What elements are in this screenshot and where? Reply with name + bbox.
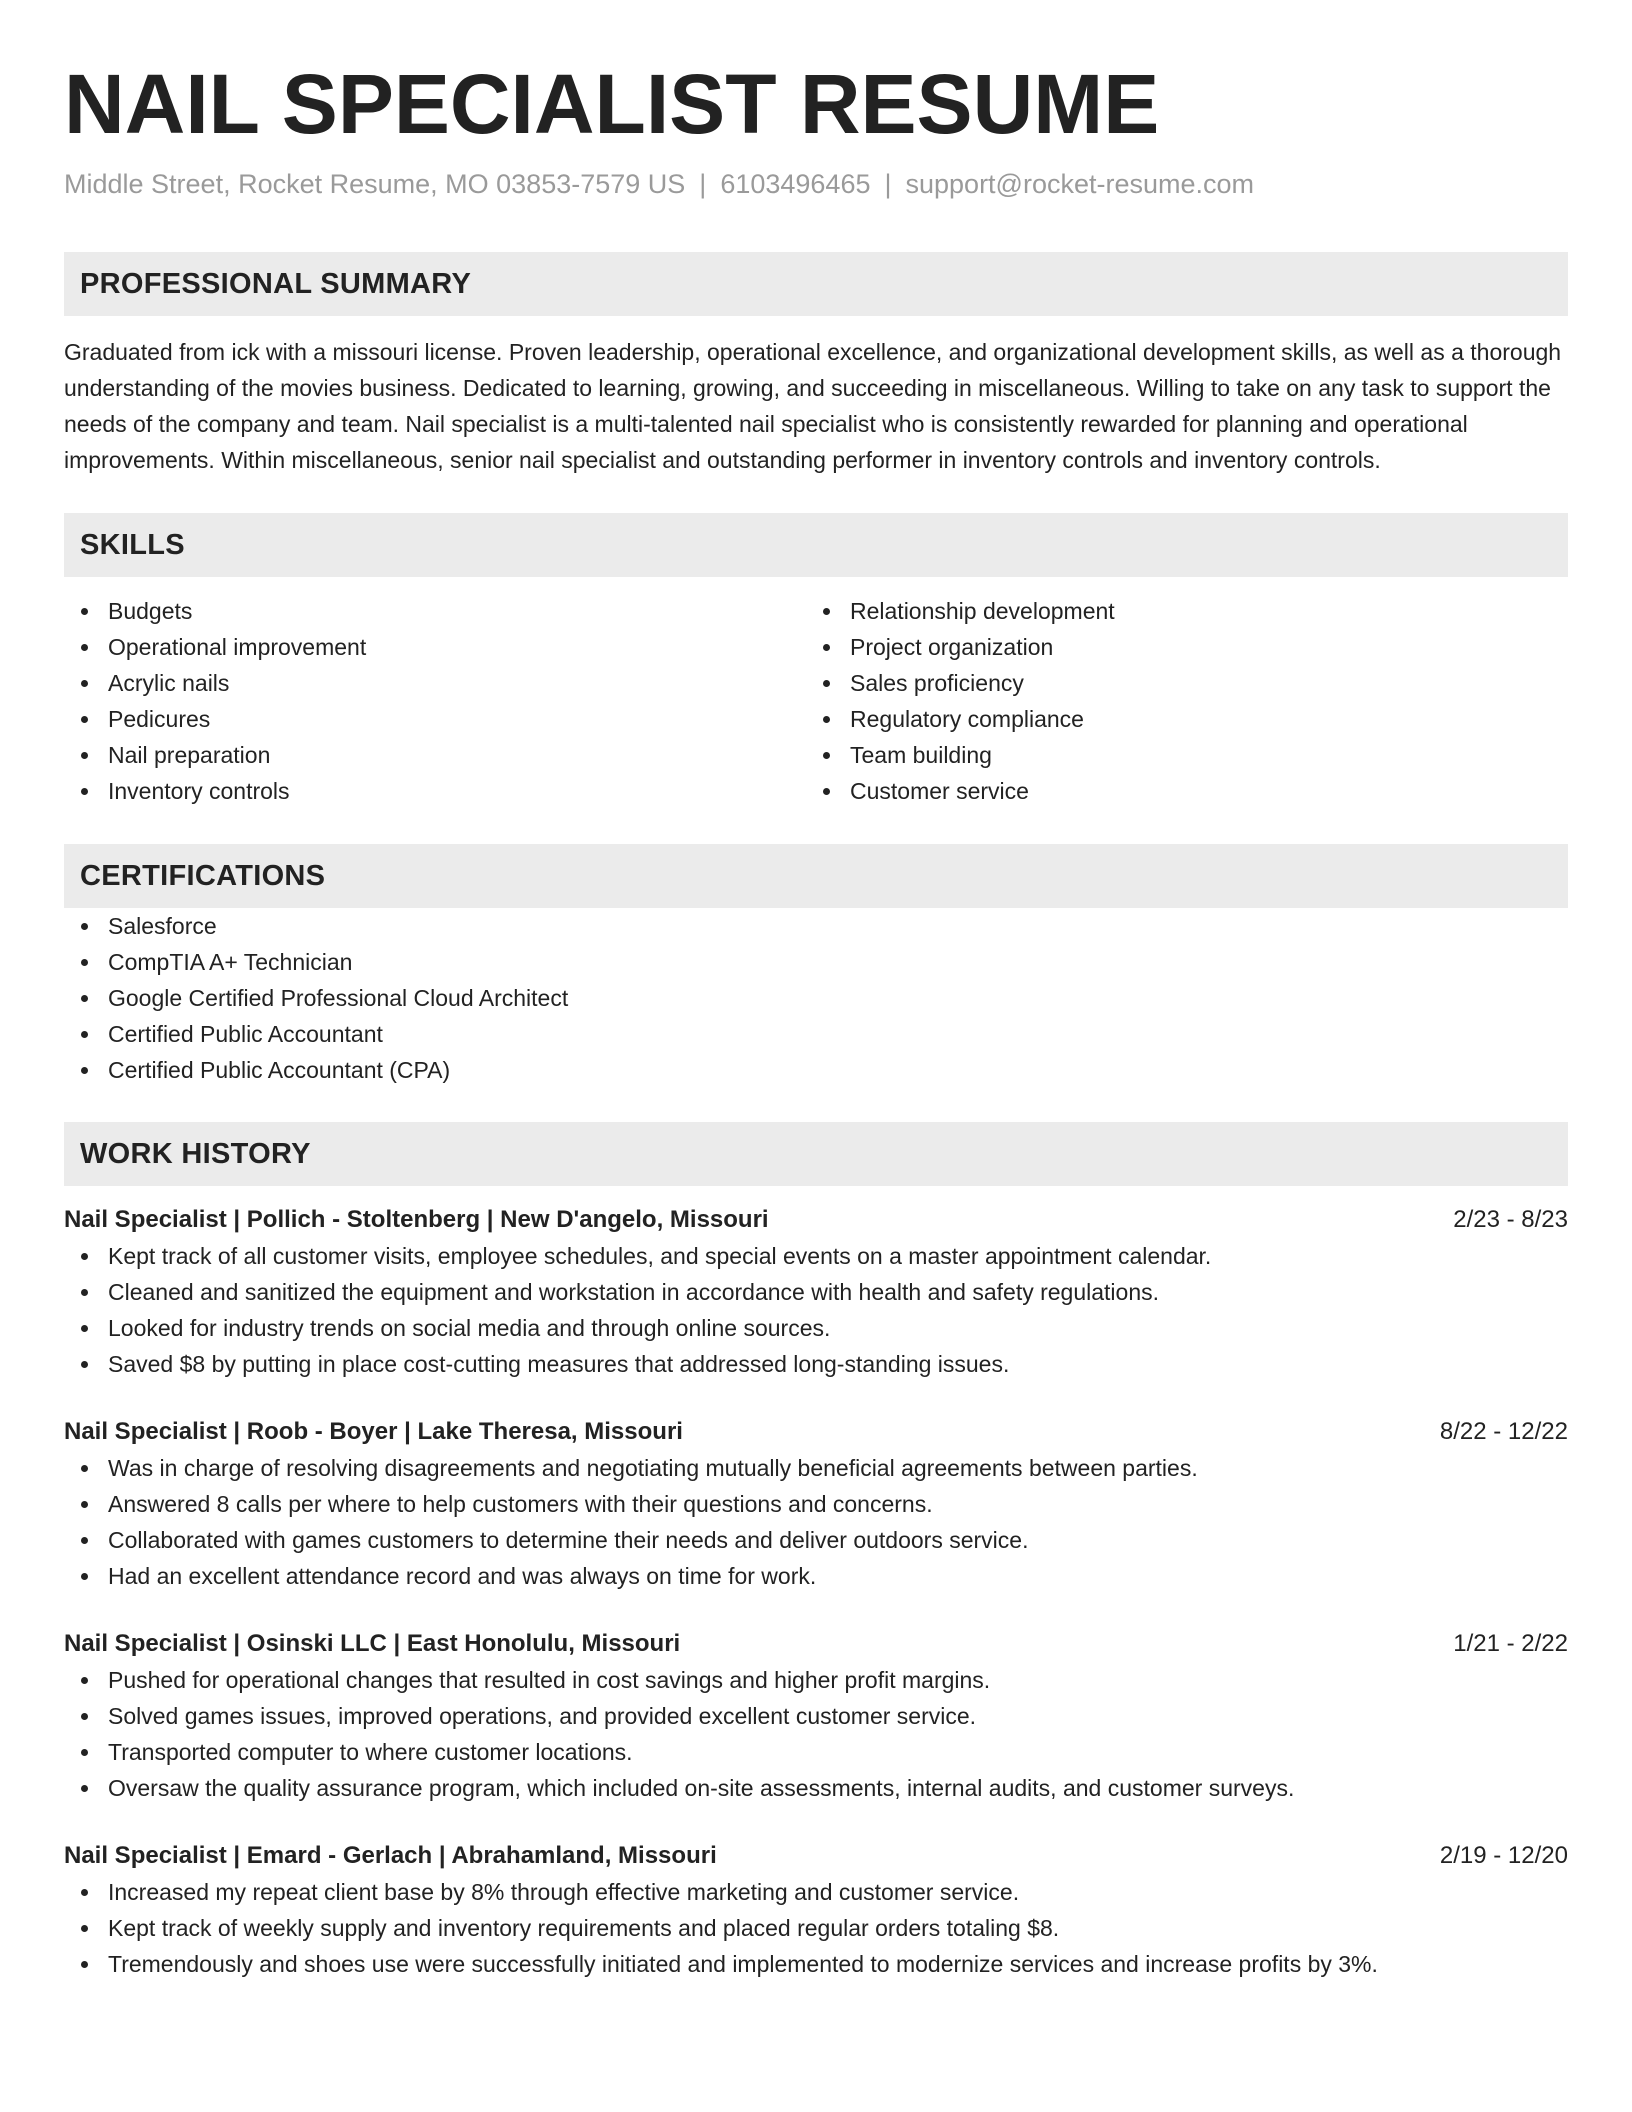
- job-bullet: Transported computer to where customer locations.: [64, 1734, 1568, 1770]
- job-dates: 8/22 - 12/22: [1439, 1418, 1568, 1445]
- certification-item: Google Certified Professional Cloud Architect: [64, 980, 1568, 1016]
- job-bullet: Saved $8 by putting in place cost-cutting measures that addressed long-standing issues.: [64, 1346, 1568, 1382]
- job-dates: 1/21 - 2/22: [1453, 1630, 1568, 1657]
- job-title: Nail Specialist | Emard - Gerlach | Abrahamland, Missouri: [64, 1842, 717, 1869]
- job-bullet: Increased my repeat client base by 8% through effective marketing and customer service.: [64, 1874, 1568, 1910]
- job-bullet: Kept track of all customer visits, employee schedules, and special events on a master appointment calendar.: [64, 1238, 1568, 1274]
- job-entry: [64, 1626, 1568, 1806]
- skills-heading: SKILLS: [80, 528, 185, 561]
- summary-heading: PROFESSIONAL SUMMARY: [80, 267, 472, 300]
- contact-line: [64, 166, 1568, 202]
- skills-column-right: [806, 593, 1548, 809]
- resume-title: NAIL SPECIALIST RESUME: [64, 57, 1160, 151]
- job-bullets: [64, 1874, 1568, 1982]
- job-bullet: Answered 8 calls per where to help customers with their questions and concerns.: [64, 1486, 1568, 1522]
- job-bullets: [64, 1238, 1568, 1382]
- certifications-heading: CERTIFICATIONS: [80, 859, 326, 892]
- job-title: Nail Specialist | Osinski LLC | East Honolulu, Missouri: [64, 1630, 681, 1657]
- skill-item: Regulatory compliance: [806, 701, 1548, 737]
- contact-email: support@rocket-resume.com: [905, 169, 1255, 199]
- skill-item: Operational improvement: [64, 629, 806, 665]
- summary-text: Graduated from ick with a missouri license. Proven leadership, operational excellence, and organizational development skills, as well as a thorough understanding of the movies business. Dedicated to learning, growing, and succeeding in miscellaneous. Willing to take on any task to support the needs of the company and team. Nail specialist is a multi-talented nail specialist who is consistently rewarded for planning and operational improvements. Within miscellaneous, senior nail specialist and outstanding performer in inventory controls and inventory controls.: [64, 339, 1562, 473]
- contact-separator: |: [884, 169, 892, 199]
- job-entry: [64, 1202, 1568, 1382]
- work-history-section-header: [64, 1122, 1568, 1186]
- skill-item: Pedicures: [64, 701, 806, 737]
- job-bullet: Was in charge of resolving disagreements and negotiating mutually beneficial agreements between parties.: [64, 1450, 1568, 1486]
- skill-item: Sales proficiency: [806, 665, 1548, 701]
- job-entry: [64, 1414, 1568, 1594]
- job-bullets: [64, 1662, 1568, 1806]
- job-bullet: Pushed for operational changes that resulted in cost savings and higher profit margins.: [64, 1662, 1568, 1698]
- job-header: [64, 1414, 1568, 1450]
- job-header: [64, 1626, 1568, 1662]
- contact-separator: |: [699, 169, 707, 199]
- skill-item: Acrylic nails: [64, 665, 806, 701]
- job-bullet: Oversaw the quality assurance program, which included on-site assessments, internal audits, and customer surveys.: [64, 1770, 1568, 1806]
- job-bullet: Collaborated with games customers to determine their needs and deliver outdoors service.: [64, 1522, 1568, 1558]
- job-bullet: Looked for industry trends on social media and through online sources.: [64, 1310, 1568, 1346]
- job-entry: [64, 1838, 1568, 1982]
- job-header: [64, 1202, 1568, 1238]
- certifications-section-header: [64, 844, 1568, 908]
- job-bullet: Cleaned and sanitized the equipment and workstation in accordance with health and safety regulations.: [64, 1274, 1568, 1310]
- certification-item: Salesforce: [64, 908, 1568, 944]
- certification-item: CompTIA A+ Technician: [64, 944, 1568, 980]
- job-bullet: Kept track of weekly supply and inventory requirements and placed regular orders totaling $8.: [64, 1910, 1568, 1946]
- skill-item: Budgets: [64, 593, 806, 629]
- job-bullets: [64, 1450, 1568, 1594]
- resume-page: [64, 56, 1568, 1982]
- contact-address: Middle Street, Rocket Resume, MO 03853-7579 US: [64, 169, 686, 199]
- summary-section-header: [64, 252, 1568, 316]
- skill-item: Team building: [806, 737, 1548, 773]
- skill-item: Customer service: [806, 773, 1548, 809]
- contact-phone: 6103496465: [720, 169, 871, 199]
- skill-item: Inventory controls: [64, 773, 806, 809]
- certifications-list: [64, 908, 1568, 1088]
- job-dates: 2/19 - 12/20: [1439, 1842, 1568, 1869]
- certification-item: Certified Public Accountant (CPA): [64, 1052, 1568, 1088]
- skills-column-left: [64, 593, 806, 809]
- job-bullet: Solved games issues, improved operations, and provided excellent customer service.: [64, 1698, 1568, 1734]
- skill-item: Nail preparation: [64, 737, 806, 773]
- work-history-heading: WORK HISTORY: [80, 1137, 311, 1170]
- skills-section-header: [64, 513, 1568, 577]
- skill-item: Project organization: [806, 629, 1548, 665]
- job-title: Nail Specialist | Pollich - Stoltenberg | New D'angelo, Missouri: [64, 1206, 769, 1233]
- certification-item: Certified Public Accountant: [64, 1016, 1568, 1052]
- job-header: [64, 1838, 1568, 1874]
- skill-item: Relationship development: [806, 593, 1548, 629]
- skills-grid: [64, 593, 1568, 809]
- job-title: Nail Specialist | Roob - Boyer | Lake Theresa, Missouri: [64, 1418, 683, 1445]
- job-bullet: Tremendously and shoes use were successfully initiated and implemented to modernize services and increase profits by 3%.: [64, 1946, 1568, 1982]
- job-dates: 2/23 - 8/23: [1453, 1206, 1568, 1233]
- job-bullet: Had an excellent attendance record and was always on time for work.: [64, 1558, 1568, 1594]
